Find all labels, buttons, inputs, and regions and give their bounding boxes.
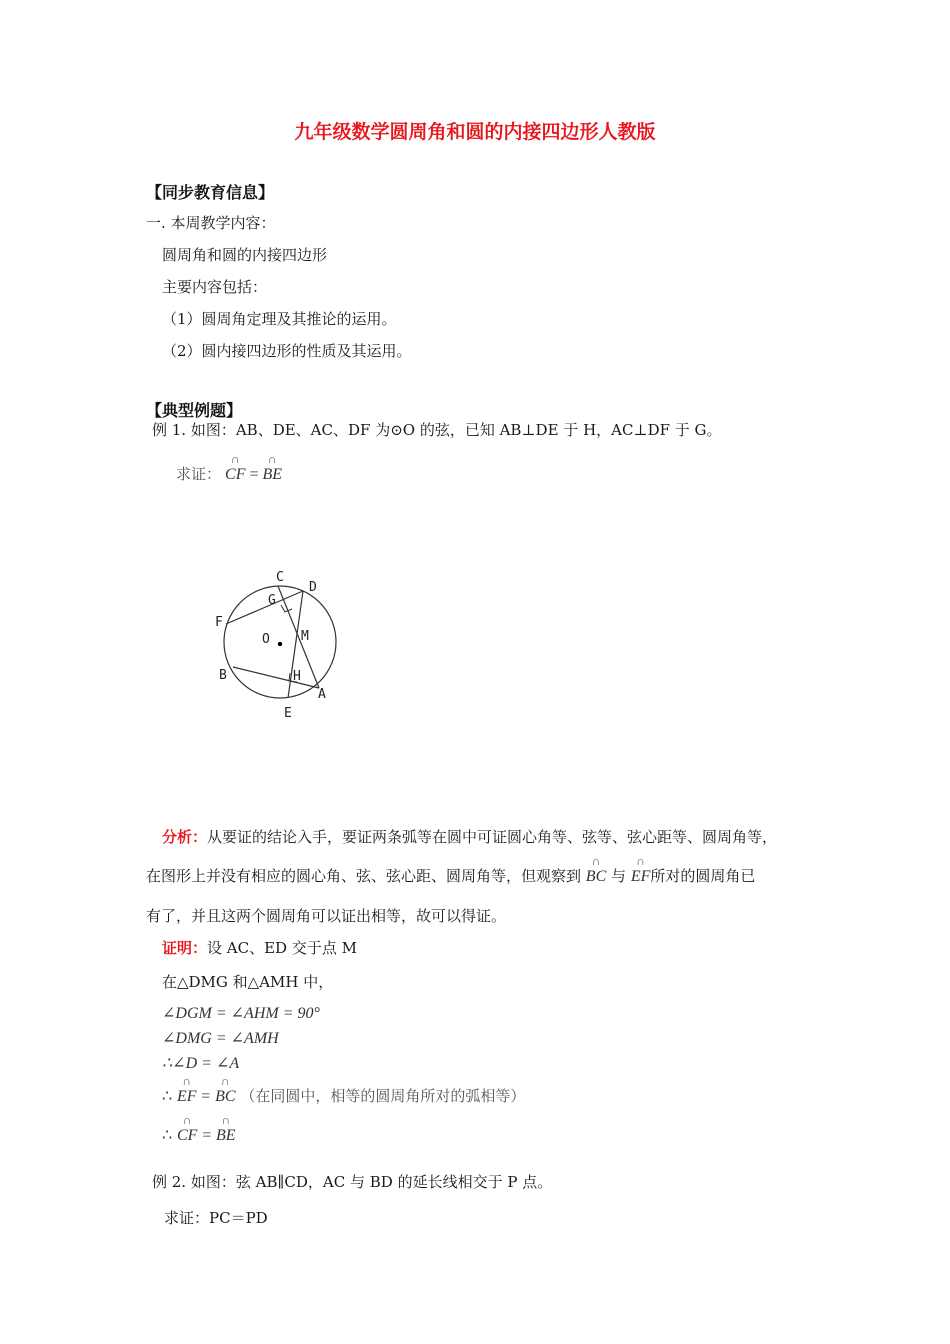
example-2-statement: 例 2. 如图：弦 AB∥CD，AC 与 BD 的延长线相交于 P 点。	[152, 1173, 553, 1191]
analysis-line-3: 有了，并且这两个圆周角可以证出相等，故可以得证。	[146, 907, 507, 925]
proof-label: 证明：	[162, 939, 208, 957]
prove-label: 求证：	[176, 465, 222, 483]
arc-symbol: ∩	[230, 452, 240, 466]
topic-text: 圆周角和圆的内接四边形	[162, 246, 328, 264]
center-dot	[278, 642, 282, 646]
example-1-statement: 例 1. 如图：AB、DE、AC、DF 为⊙O 的弦，已知 AB⊥DE 于 H，AC⊥DF 于 G。	[152, 421, 722, 439]
label-a: A	[318, 687, 326, 702]
prove-arc-be: BE	[262, 466, 283, 483]
main-content-label: 主要内容包括：	[162, 278, 268, 296]
analysis-arc-ef: EF	[630, 868, 651, 885]
prove-arc-cf: CF	[225, 466, 246, 483]
chord-ab	[233, 667, 319, 688]
proof-arc-cf: CF	[176, 1127, 198, 1144]
label-b: B	[219, 668, 227, 683]
label-o: O	[262, 632, 270, 647]
proof-arc-be: BE	[216, 1127, 236, 1144]
proof-arc-ef: EF	[176, 1088, 197, 1105]
proof-line-1: 在△DMG 和△AMH 中，	[162, 973, 334, 991]
proof-intro: 证明：设 AC、ED 交于点 M	[162, 939, 357, 957]
analysis-arc-bc: BC	[585, 868, 607, 885]
section-item-1: 一. 本周教学内容：	[146, 214, 276, 232]
proof-note: （在同圆中，相等的圆周角所对的弧相等）	[240, 1087, 526, 1105]
proof-arc-bc: BC	[215, 1088, 236, 1105]
label-e: E	[284, 706, 292, 721]
example-1-prove: 求证： ∩ CF = ∩ BE	[176, 452, 283, 483]
label-g: G	[268, 593, 276, 608]
proof-eq-1: ∠DGM = ∠AHM = 90°	[162, 1005, 320, 1022]
analysis-line-2: 在图形上并没有相应的圆心角、弦、弦心距、圆周角等，但观察到 ∩ BC 与 ∩ EF所对的圆周角已	[146, 854, 756, 885]
proof-eq-3: ∴∠D = ∠A	[162, 1055, 240, 1072]
analysis-label: 分析：	[162, 828, 208, 846]
label-f: F	[215, 615, 223, 630]
proof-eq-4: ∴ ∩ EF = ∩ BC （在同圆中，相等的圆周角所对的弧相等）	[162, 1074, 526, 1105]
label-h: H	[293, 669, 301, 684]
proof-eq-2: ∠DMG = ∠AMH	[162, 1030, 279, 1047]
label-m: M	[301, 629, 309, 644]
label-c: C	[276, 570, 284, 585]
arc-symbol: ∩	[267, 452, 277, 466]
page-title: 九年级数学圆周角和圆的内接四边形人教版	[294, 121, 656, 143]
example-2-prove: 求证：PC＝PD	[164, 1209, 268, 1227]
geometry-figure	[205, 560, 355, 729]
section-heading-sync: 【同步教育信息】	[146, 183, 275, 202]
point-2: （2）圆内接四边形的性质及其运用。	[162, 342, 412, 360]
proof-eq-5: ∴ ∩ CF = ∩ BE	[162, 1113, 236, 1144]
circle-diagram	[205, 560, 355, 725]
section-heading-examples: 【典型例题】	[146, 401, 243, 420]
analysis-line-1: 分析：从要证的结论入手，要证两条弧等在圆中可证圆心角等、弦等、弦心距等、圆周角等，	[162, 828, 778, 846]
point-1: （1）圆周角定理及其推论的运用。	[162, 310, 397, 328]
label-d: D	[309, 580, 317, 595]
